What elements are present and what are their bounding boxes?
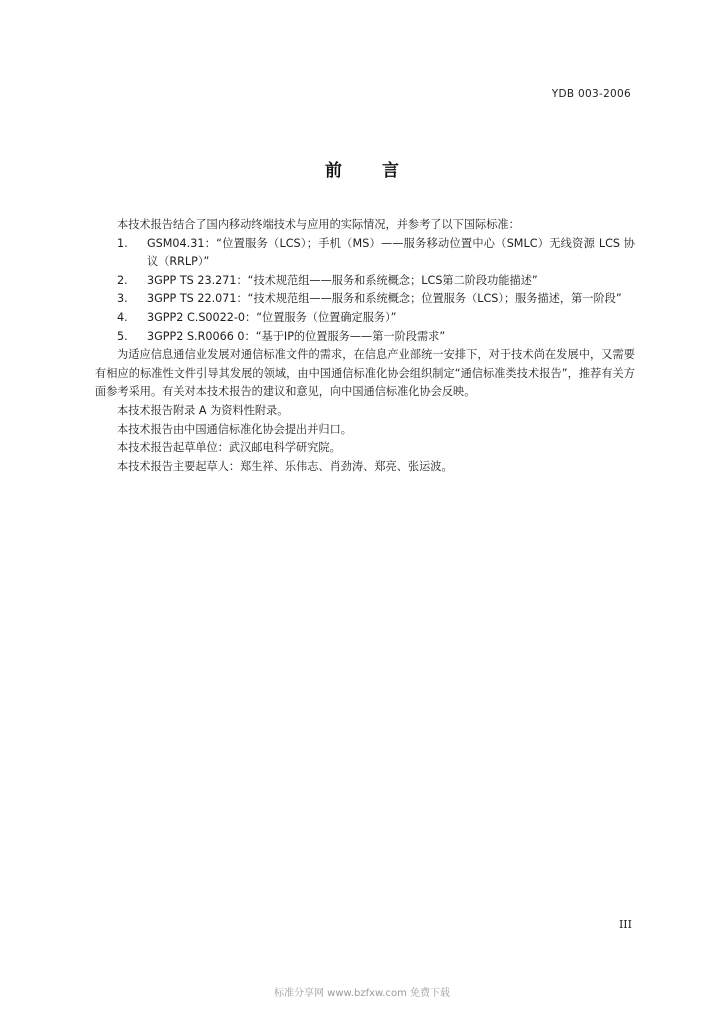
reference-text: GSM04.31：“位置服务（LCS）；手机（MS）——服务移动位置中心（SMLC）无线资源 LCS 协议（RRLP）” <box>147 236 635 269</box>
drafting-unit-note: 本技术报告起草单位：武汉邮电科学研究院。 <box>117 441 341 455</box>
reference-item <box>95 309 635 328</box>
reference-number: 5. <box>117 329 128 343</box>
reference-number: 4. <box>117 310 128 324</box>
page-number: III <box>618 918 632 931</box>
reference-text: 3GPP2 S.R0066 0：“基于IP的位置服务——第一阶段需求” <box>147 329 446 343</box>
reference-item <box>95 235 635 272</box>
intro-paragraph: 本技术报告结合了国内移动终端技术与应用的实际情况，并参考了以下国际标准： <box>117 218 520 231</box>
page-title: 前言 <box>325 161 439 181</box>
watermark-text: 标准分享网 www.bzfxw.com 免费下载 <box>274 988 450 999</box>
reference-number: 3. <box>117 292 128 306</box>
reference-item <box>95 328 635 347</box>
appendix-note: 本技术报告附录 A 为资料性附录。 <box>117 403 289 417</box>
document-code: YDB 003-2006 <box>551 88 631 100</box>
reference-text: 3GPP TS 22.071：“技术规范组——服务和系统概念；位置服务（LCS）；服务描述，第一阶段” <box>147 292 622 306</box>
reference-item <box>95 272 635 291</box>
reference-number: 1. <box>117 236 128 250</box>
foreword-body <box>95 216 635 476</box>
reference-text: 3GPP TS 23.271：“技术规范组——服务和系统概念；LCS第二阶段功能描述” <box>147 273 538 287</box>
proposer-note: 本技术报告由中国通信标准化协会提出并归口。 <box>117 422 352 436</box>
drafters-note: 本技术报告主要起草人：郑生祥、乐伟志、肖劲涛、郑亮、张运波。 <box>117 459 453 473</box>
reference-number: 2. <box>117 273 128 287</box>
purpose-paragraph: 为适应信息通信业发展对通信标准文件的需求，在信息产业部统一安排下，对于技术尚在发展中，又需要有相应的标准性文件引导其发展的领域，由中国通信标准化协会组织制定“通信标准类技术报告”，推荐有关方面参考采用。有关对本技术报告的建议和意见，向中国通信标准化协会反映。 <box>95 348 635 399</box>
reference-text: 3GPP2 C.S0022-0：“位置服务（位置确定服务）” <box>147 310 397 324</box>
reference-item <box>95 290 635 309</box>
